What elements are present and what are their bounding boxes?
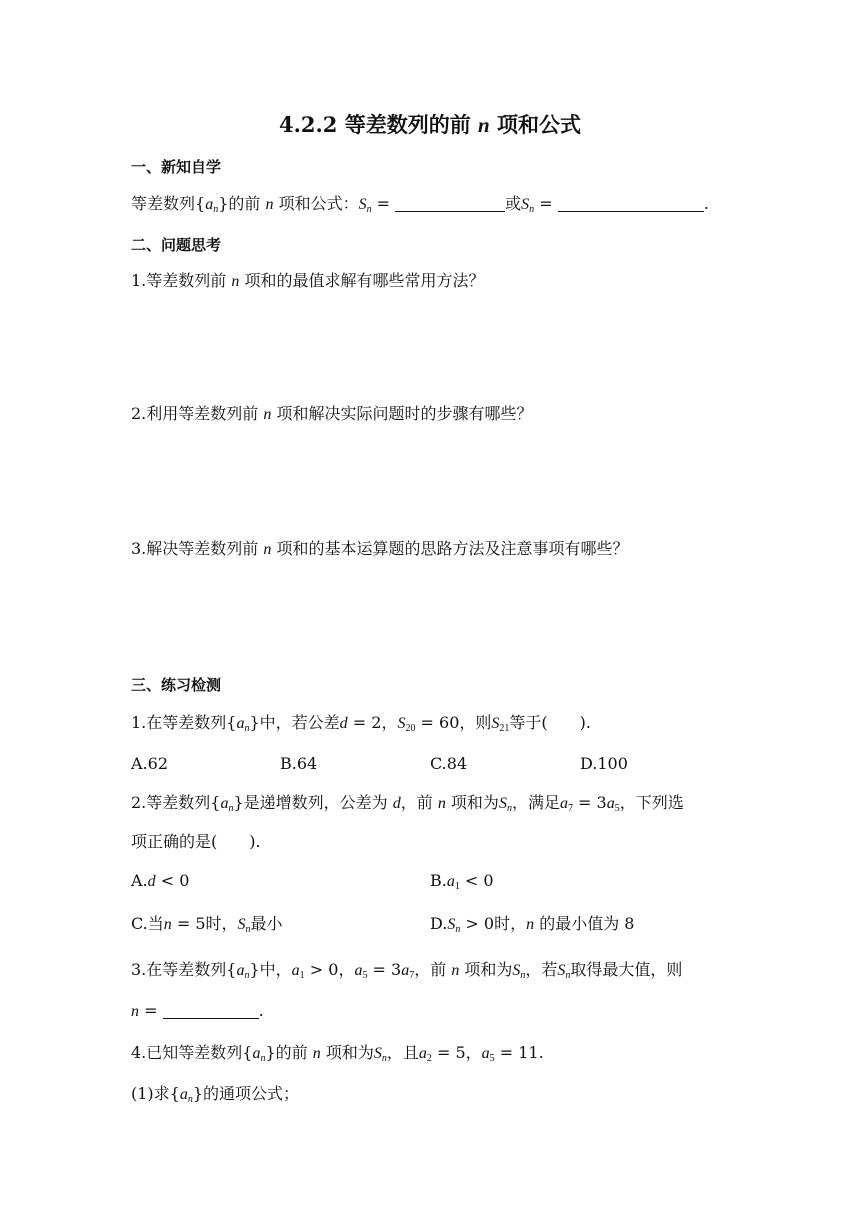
problem-4-part-1: (1)求$\{a_n\}$的通项公式； [131, 1084, 300, 1105]
question-2: 2.利用等差数列前 n 项和解决实际问题时的步骤有哪些？ [131, 404, 533, 423]
p2-option-c[interactable]: C.当n = 5时，$S_n$最小 [131, 914, 283, 935]
p1-option-a[interactable]: A.62 [131, 754, 168, 773]
formula-line: 等差数列$\{a_n\}$的前 n 项和公式：$S_n$ = 或$S_n$ = . [131, 194, 709, 215]
page-title: 4.2.2 等差数列的前 n 项和公式 [278, 112, 582, 137]
answer-blank-2[interactable] [558, 195, 704, 212]
answer-blank-1[interactable] [395, 195, 505, 212]
p1-option-d[interactable]: D.100 [580, 754, 628, 773]
answer-blank-3[interactable] [163, 1002, 259, 1019]
p2-option-d[interactable]: $D.S_n > 0$时，n 的最小值为 8 [430, 914, 635, 935]
question-3: 3.解决等差数列前 n 项和的基本运算题的思路方法及注意事项有哪些？ [131, 539, 629, 558]
section-heading-1: 一、新知自学 [131, 158, 222, 176]
p1-option-b[interactable]: B.64 [280, 754, 318, 773]
problem-2: 2.等差数列$\{a_n\}$是递增数列，公差为 d，前 n 项和为$S_n$，满足$a_7 = 3a_5$，下列选 [131, 793, 684, 814]
p2-option-b[interactable]: $B.a_1 < 0$ [430, 871, 494, 892]
section-heading-3: 三、练习检测 [131, 676, 222, 694]
question-1: 1.等差数列前 n 项和的最值求解有哪些常用方法？ [131, 271, 485, 290]
problem-2-line-2: 项正确的是( ). [131, 832, 261, 851]
p1-option-c[interactable]: C.84 [430, 754, 468, 773]
problem-3: 3.在等差数列$\{a_n\}$中，$a_1 > 0$，$a_5 = 3a_7$，前 n 项和为$S_n$，若$S_n$取得最大值，则 [131, 960, 683, 981]
p2-option-a[interactable]: A.d < 0 [131, 871, 190, 890]
problem-1: 1.在等差数列$\{a_n\}$中，若公差d = 2，$S_{20} = 60$，则$S_{21}$等于( ). [131, 713, 591, 734]
section-heading-2: 二、问题思考 [131, 236, 222, 254]
problem-3-line-2: n = . [131, 1001, 264, 1020]
problem-4: 4.已知等差数列$\{a_n\}$的前 n 项和为$S_n$，且$a_2 = 5$，$a_5 = 11$. [131, 1043, 544, 1064]
